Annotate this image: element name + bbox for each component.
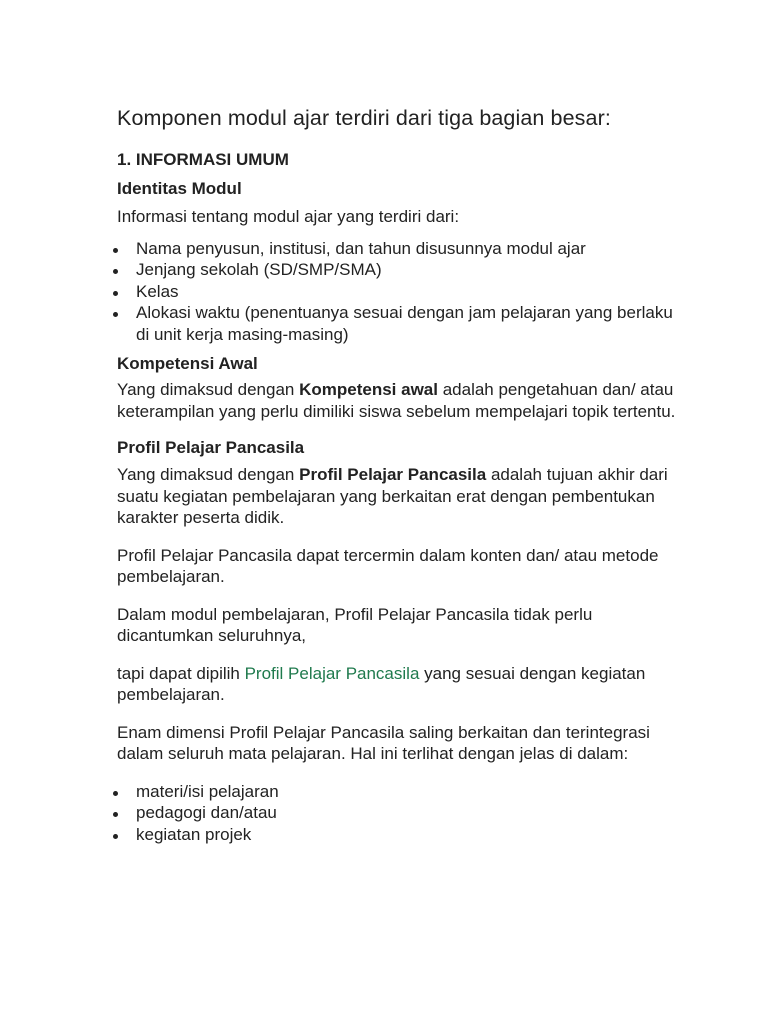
list-item: Jenjang sekolah (SD/SMP/SMA)	[117, 259, 677, 281]
subheading-kompetensi-awal: Kompetensi Awal	[117, 354, 258, 373]
profil-p1-bold-term: Profil Pelajar Pancasila	[299, 465, 487, 484]
identitas-list	[117, 238, 677, 346]
profil-paragraph-1	[117, 464, 677, 529]
list-item: Kelas	[117, 281, 677, 303]
profil-list	[117, 781, 677, 846]
kompetensi-bold-term: Kompetensi awal	[299, 380, 438, 399]
subheading-profil-pelajar-pancasila: Profil Pelajar Pancasila	[117, 438, 305, 457]
profil-paragraph-3: Dalam modul pembelajaran, Profil Pelajar Pancasila tidak perlu dicantumkan seluruhnya,	[117, 604, 593, 645]
kompetensi-text-before: Yang dimaksud dengan	[117, 380, 300, 399]
list-item: kegiatan projek	[117, 824, 677, 846]
identitas-intro: Informasi tentang modul ajar yang terdiri dari:	[117, 207, 460, 226]
profil-paragraph-4	[117, 663, 677, 706]
list-item: materi/isi pelajaran	[117, 781, 677, 803]
list-item: pedagogi dan/atau	[117, 802, 677, 824]
profil-paragraph-2: Profil Pelajar Pancasila dapat tercermin dalam konten dan/ atau metode pembelajaran.	[117, 545, 659, 586]
profil-p1-text-before: Yang dimaksud dengan	[117, 465, 300, 484]
profil-pelajar-pancasila-link[interactable]: Profil Pelajar Pancasila	[244, 663, 420, 683]
profil-p1-text-after: adalah tujuan akhir dari suatu kegiatan pembelajaran yang berkaitan erat dengan pembentukan karakter peserta didik.	[117, 465, 668, 527]
document-title: Komponen modul ajar terdiri dari tiga bagian besar:	[117, 106, 611, 130]
kompetensi-paragraph	[117, 379, 677, 422]
list-item: Nama penyusun, institusi, dan tahun disusunnya modul ajar	[117, 238, 677, 260]
document-content	[117, 104, 677, 845]
profil-paragraph-5: Enam dimensi Profil Pelajar Pancasila saling berkaitan dan terintegrasi dalam seluruh mata pelajaran. Hal ini terlihat dengan jelas di dalam:	[117, 722, 650, 763]
list-item: Alokasi waktu (penentuanya sesuai dengan jam pelajaran yang berlaku di unit kerja masing-masing)	[117, 302, 677, 345]
section-heading-informasi-umum: 1. INFORMASI UMUM	[117, 150, 289, 169]
profil-p4-text-before: tapi dapat dipilih	[117, 663, 245, 683]
kompetensi-text-after: adalah pengetahuan dan/ atau keterampilan yang perlu dimiliki siswa sebelum mempelajari topik tertentu.	[117, 380, 676, 421]
subheading-identitas-modul: Identitas Modul	[117, 179, 242, 198]
profil-p4-text-after: yang sesuai dengan kegiatan pembelajaran.	[117, 663, 646, 704]
